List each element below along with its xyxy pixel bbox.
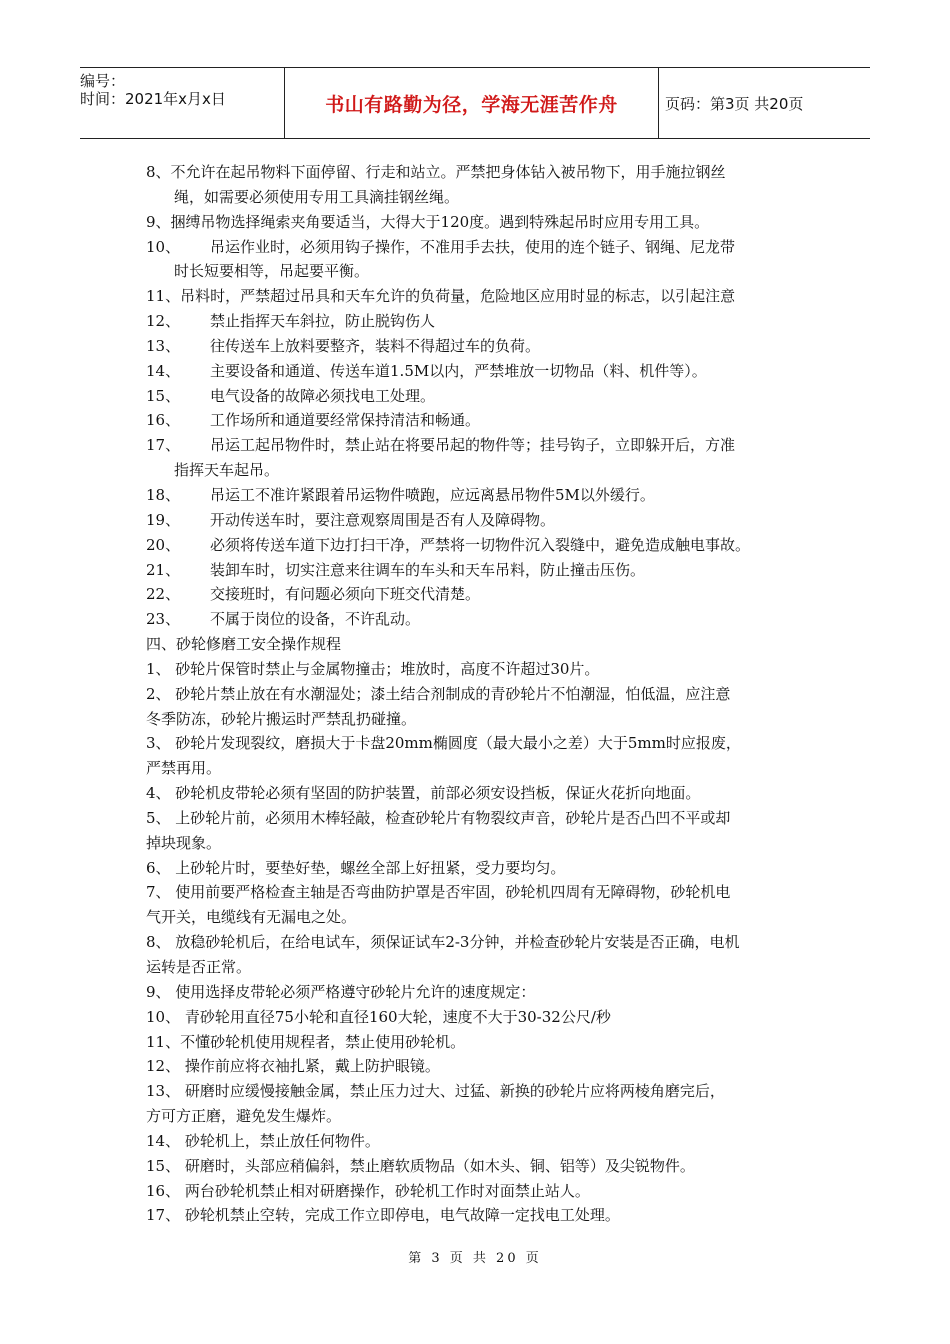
text-line: [146, 508, 818, 533]
item-text: 吊运工不准许紧跟着吊运物件喷跑，应远离悬吊物件5M以外缓行。: [210, 485, 655, 504]
text-line: [146, 682, 818, 707]
item-text: 8、 放稳砂轮机后，在给电试车，须保证试车2-3分钟，并检查砂轮片安装是否正确，电机: [146, 933, 740, 952]
item-text: 8、不允许在起吊物料下面停留、行走和站立。严禁把身体钻入被吊物下，用手施拉钢丝: [146, 163, 726, 181]
text-line: [146, 408, 818, 433]
document-body: [146, 160, 818, 1228]
item-number: 10、: [146, 237, 181, 256]
text-line: [146, 334, 818, 359]
text-line: [146, 160, 818, 185]
text-line: [146, 483, 818, 508]
header-page-cell: [659, 68, 870, 138]
item-text: 电气设备的故障必须找电工处理。: [210, 386, 436, 405]
item-text: 主要设备和通道、传送车道1.5M以内，严禁堆放一切物品（料、机件等）。: [210, 361, 707, 380]
text-line: [146, 533, 818, 558]
text-line: [146, 930, 818, 955]
text-line: [146, 259, 818, 284]
item-text: 时长短要相等，吊起要平衡。: [174, 262, 370, 281]
item-number: 18、: [146, 485, 181, 504]
item-text: 15、 研磨时，头部应稍偏斜，禁止磨软质物品（如木头、铜、铝等）及尖锐物件。: [146, 1156, 695, 1175]
text-line: [146, 856, 818, 881]
item-number: 20、: [146, 535, 181, 554]
item-text: 必须将传送车道下边打扫干净，严禁将一切物件沉入裂缝中，避免造成触电事故。: [210, 535, 751, 554]
item-text: 冬季防冻，砂轮片搬运时严禁乱扔碰撞。: [146, 709, 417, 728]
text-line: [146, 905, 818, 930]
text-line: [146, 359, 818, 384]
header-motto-cell: [284, 68, 659, 138]
text-line: [146, 980, 818, 1005]
text-line: [146, 582, 818, 607]
item-text: 往传送车上放料要整齐，装料不得超过车的负荷。: [210, 336, 541, 355]
item-text: 方可方正磨，避免发生爆炸。: [146, 1107, 342, 1126]
text-line: [146, 756, 818, 781]
text-line: [146, 1104, 818, 1129]
item-text: 9、捆缚吊物选择绳索夹角要适当，大得大于120度。遇到特殊起吊时应用专用工具。: [146, 212, 710, 231]
page-header: [80, 67, 870, 139]
item-number: 12、: [146, 312, 181, 331]
item-text: 运转是否正常。: [146, 958, 252, 976]
motto-text: 书山有路勤为径，学海无涯苦作舟: [325, 93, 618, 116]
text-line: [146, 210, 818, 235]
text-line: [146, 806, 818, 831]
text-line: [146, 433, 818, 458]
header-info-cell: [80, 68, 284, 138]
item-text: 16、 两台砂轮机禁止相对研磨操作，砂轮机工作时对面禁止站人。: [146, 1181, 590, 1200]
item-text: 交接班时，有问题必须向下班交代清楚。: [210, 585, 481, 604]
item-number: 17、: [146, 436, 181, 455]
item-text: 11、不懂砂轮机使用规程者，禁止使用砂轮机。: [146, 1032, 466, 1051]
text-line: [146, 955, 818, 980]
text-line: [146, 235, 818, 260]
text-line: [146, 309, 818, 334]
text-line: [146, 1054, 818, 1079]
text-line: [146, 632, 818, 657]
item-number: 23、: [146, 610, 181, 629]
item-number: 19、: [146, 510, 181, 529]
item-text: 四、砂轮修磨工安全操作规程: [146, 635, 342, 654]
text-line: [146, 1154, 818, 1179]
text-line: [146, 607, 818, 632]
item-text: 吊运作业时，必须用钩子操作，不准用手去扶，使用的连个链子、钢绳、尼龙带: [210, 237, 736, 256]
text-line: [146, 657, 818, 682]
item-text: 7、 使用前要严格检查主轴是否弯曲防护罩是否牢固，砂轮机四周有无障碍物，砂轮机电: [146, 883, 731, 902]
item-text: 12、 操作前应将衣袖扎紧，戴上防护眼镜。: [146, 1057, 440, 1076]
text-line: [146, 831, 818, 856]
text-line: [146, 781, 818, 806]
item-text: 严禁再用。: [146, 759, 222, 778]
text-line: [146, 1129, 818, 1154]
text-line: [146, 384, 818, 409]
item-number: 22、: [146, 585, 181, 604]
item-text: 掉块现象。: [146, 833, 222, 852]
item-text: 禁止指挥天车斜拉，防止脱钩伤人: [210, 312, 436, 331]
text-line: [146, 458, 818, 483]
text-line: [146, 707, 818, 732]
item-text: 14、 砂轮机上，禁止放任何物件。: [146, 1131, 380, 1150]
page-number-label: 页码：第3页 共20页: [665, 94, 804, 113]
item-text: 11、吊料时，严禁超过吊具和天车允许的负荷量，危险地区应用时显的标志，以引起注意: [146, 287, 736, 306]
item-text: 吊运工起吊物件时，禁止站在将要吊起的物件等；挂号钩子，立即躲开后，方准: [210, 436, 736, 455]
page-footer: 第 3 页 共 20 页: [408, 1251, 542, 1266]
item-text: 气开关，电缆线有无漏电之处。: [146, 908, 357, 927]
text-line: [146, 1179, 818, 1204]
item-text: 指挥天车起吊。: [174, 461, 280, 480]
item-text: 4、 砂轮机皮带轮必须有坚固的防护装置，前部必须安设挡板，保证火花折向地面。: [146, 784, 701, 803]
text-line: [146, 880, 818, 905]
text-line: [146, 284, 818, 309]
item-text: 5、 上砂轮片前，必须用木棒轻敲，检查砂轮片有物裂纹声音，砂轮片是否凸凹不平或却: [146, 808, 731, 827]
text-line: [146, 1079, 818, 1104]
item-number: 16、: [146, 411, 181, 430]
serial-label: 编号：: [80, 72, 126, 90]
item-number: 15、: [146, 386, 181, 405]
item-number: 13、: [146, 336, 181, 355]
item-text: 装卸车时，切实注意来往调车的车头和天车吊料，防止撞击压伤。: [210, 560, 646, 579]
item-text: 13、 研磨时应缓慢接触金属，禁止压力过大、过猛、新换的砂轮片应将两棱角磨完后，: [146, 1082, 725, 1101]
item-number: 21、: [146, 560, 181, 579]
item-text: 不属于岗位的设备，不许乱动。: [210, 610, 421, 629]
text-line: [146, 185, 818, 210]
item-text: 6、 上砂轮片时，要垫好垫，螺丝全部上好扭紧，受力要均匀。: [146, 858, 566, 877]
item-text: 开动传送车时，要注意观察周围是否有人及障碍物。: [210, 510, 556, 529]
text-line: [146, 1005, 818, 1030]
date-label: 时间：2021年x月x日: [80, 90, 226, 108]
item-text: 绳，如需要必须使用专用工具滴挂钢丝绳。: [174, 187, 460, 206]
item-text: 3、 砂轮片发现裂纹，磨损大于卡盘20mm椭圆度（最大最小之差）大于5mm时应报废，: [146, 734, 741, 753]
item-text: 1、 砂轮片保管时禁止与金属物撞击；堆放时，高度不许超过30片。: [146, 659, 600, 678]
text-line: [146, 731, 818, 756]
item-number: 14、: [146, 361, 181, 380]
item-text: 17、 砂轮机禁止空转，完成工作立即停电，电气故障一定找电工处理。: [146, 1206, 620, 1225]
item-text: 2、 砂轮片禁止放在有水潮湿处；漆土结合剂制成的青砂轮片不怕潮湿，怕低温，应注意: [146, 684, 731, 703]
text-line: [146, 1030, 818, 1055]
item-text: 工作场所和通道要经常保持清洁和畅通。: [210, 411, 481, 430]
text-line: [146, 1203, 818, 1228]
item-text: 9、 使用选择皮带轮必须严格遵守砂轮片允许的速度规定：: [146, 982, 536, 1001]
text-line: [146, 558, 818, 583]
item-text: 10、 青砂轮用直径75小轮和直径160大轮，速度不大于30-32公尺/秒: [146, 1007, 611, 1026]
